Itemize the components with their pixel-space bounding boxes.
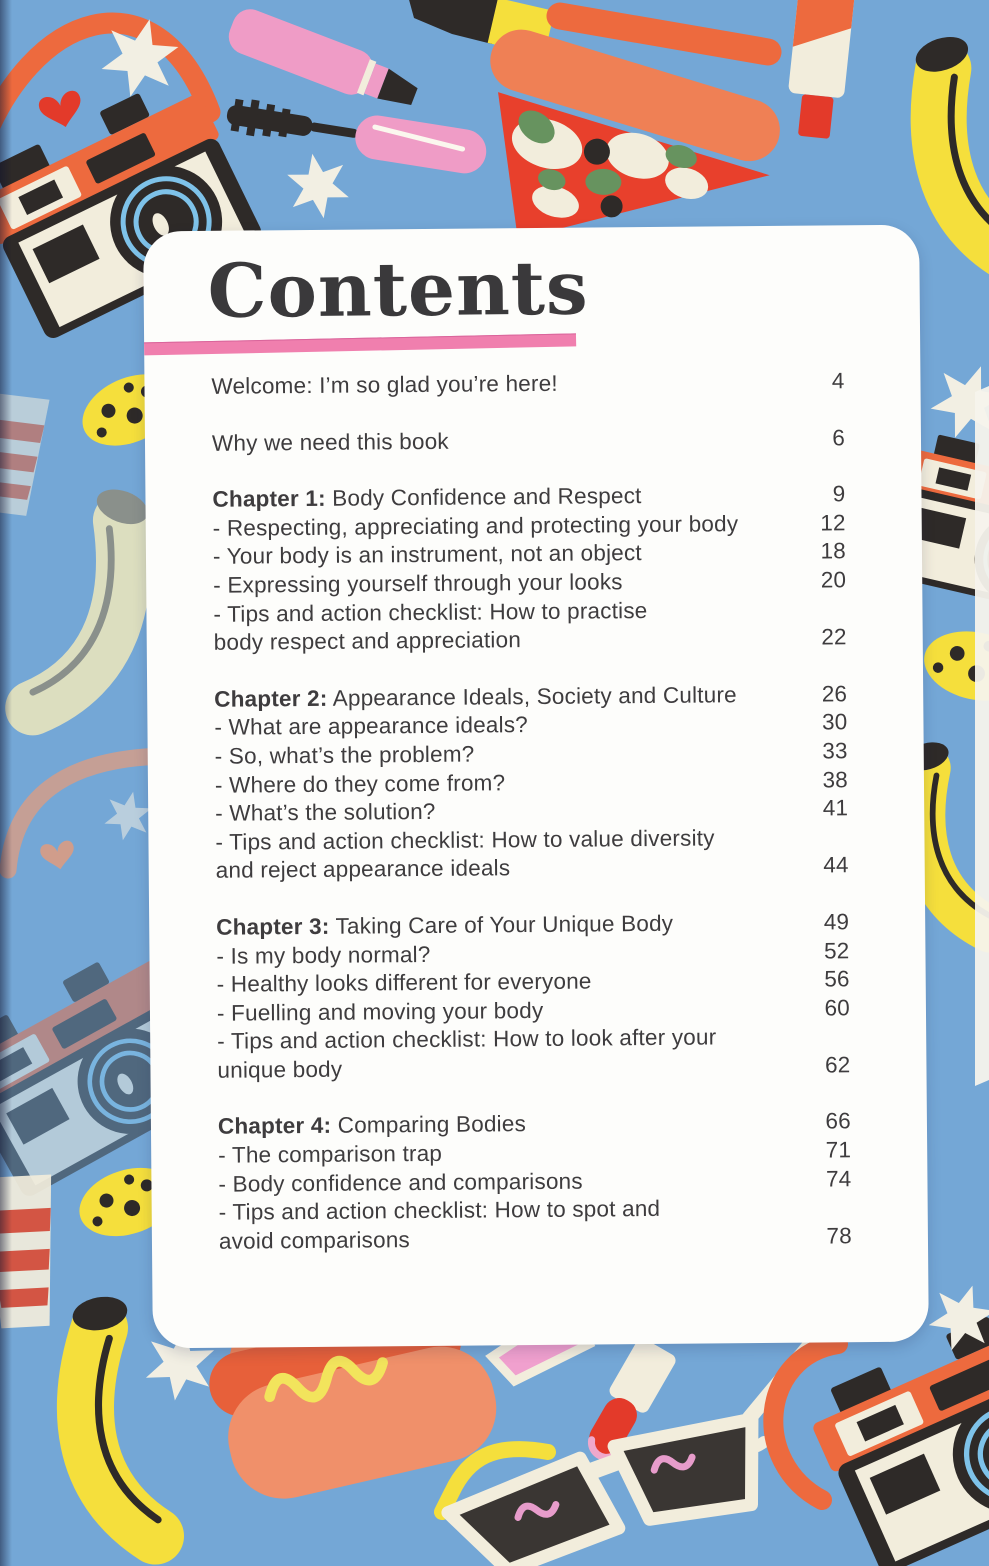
star-icon — [102, 787, 154, 844]
mascara-illustration — [224, 92, 490, 176]
toc-entry-text: Chapter 1: Body Confidence and Respect — [212, 483, 642, 512]
page-number: 26 — [821, 681, 848, 707]
page-number: 60 — [824, 994, 851, 1021]
page-number: 52 — [823, 937, 850, 963]
toc-entry-text: - Fuelling and moving your body — [216, 997, 544, 1026]
page-number: 20 — [820, 567, 847, 593]
toc-row — [217, 1051, 850, 1085]
heart-icon — [37, 89, 86, 132]
title-underline — [144, 333, 576, 355]
toc-row — [211, 367, 844, 401]
toothpaste-tube-illustration — [784, 0, 856, 140]
toc-entry-text: Why we need this book — [211, 428, 449, 456]
toc-entry-text: - Your body is an instrument, not an object — [212, 540, 642, 570]
toc-entry-text: and reject appearance ideals — [215, 855, 511, 884]
toc-row — [216, 852, 849, 886]
toc-entry-text: - Tips and action checklist: How to spot and — [218, 1196, 661, 1226]
page-number: 4 — [831, 368, 845, 394]
toc-entry-text: Chapter 4: Comparing Bodies — [217, 1111, 527, 1140]
drink-cup-illustration — [0, 1174, 59, 1328]
toc-entry-text: body respect and appreciation — [213, 627, 522, 655]
page-number: 78 — [826, 1223, 853, 1249]
toc-row — [219, 1222, 852, 1256]
page-number: 49 — [823, 909, 850, 935]
page-number: 56 — [824, 966, 850, 992]
chapter-label: Chapter 2: — [214, 685, 328, 712]
toc-entry-text: unique body — [217, 1056, 343, 1083]
contents-card — [143, 225, 929, 1349]
toc-row — [212, 424, 845, 458]
page-number: 22 — [821, 624, 847, 650]
drink-cup-illustration — [0, 392, 50, 517]
page-number: 62 — [824, 1052, 851, 1078]
toc-entry-text: - Healthy looks different for everyone — [216, 968, 592, 997]
toc-entry-text: - Tips and action checklist: How to value diversity — [215, 825, 715, 855]
star-icon — [284, 149, 351, 223]
page-number: 6 — [832, 424, 846, 450]
toc-entry-text: - Tips and action checklist: How to look after your — [217, 1024, 717, 1055]
chapter-label: Chapter 3: — [216, 913, 330, 940]
page-number: 74 — [825, 1165, 852, 1192]
table-of-contents — [211, 367, 852, 1256]
toc-entry-text: avoid comparisons — [218, 1226, 411, 1254]
toc-entry-text: - Expressing yourself through your looks — [213, 569, 623, 598]
toc-entry-text: - Respecting, appreciating and protecting your body — [212, 511, 739, 541]
toc-entry-text: Chapter 2: Appearance Ideals, Society and Culture — [214, 681, 737, 712]
toc-entry-text: - What’s the solution? — [215, 799, 436, 826]
toc-entry-text: Chapter 3: Taking Care of Your Unique Body — [216, 910, 674, 940]
heart-icon — [39, 840, 77, 873]
chapter-label: Chapter 1: — [212, 486, 326, 512]
page-number: 41 — [822, 795, 849, 821]
page-title: Contents — [207, 245, 590, 335]
page-number: 18 — [820, 538, 847, 564]
banana-illustration — [910, 26, 989, 272]
toc-entry-text: - The comparison trap — [218, 1140, 443, 1168]
paintbrush-illustration — [408, 0, 768, 56]
page-number: 33 — [822, 738, 848, 764]
toc-row — [214, 623, 847, 657]
toc-entry-text: - Body confidence and comparisons — [218, 1168, 583, 1197]
banana-illustration — [31, 477, 154, 720]
toc-entry-text: - So, what’s the problem? — [214, 741, 475, 769]
page-number: 12 — [820, 510, 846, 536]
page-number: 44 — [823, 852, 849, 878]
page-number: 9 — [832, 481, 846, 507]
page-number: 30 — [821, 709, 848, 735]
toc-entry-text: - Tips and action checklist: How to practise — [213, 597, 648, 627]
chapter-label: Chapter 4: — [217, 1113, 332, 1140]
banana-illustration — [62, 1291, 166, 1536]
toc-entry-text: - Where do they come from? — [214, 769, 506, 798]
page-edge-highlight — [975, 386, 989, 1086]
toc-entry-text: Welcome: I’m so glad you’re here! — [211, 370, 558, 399]
page-number: 71 — [825, 1137, 852, 1163]
toc-entry-text: - What are appearance ideals? — [214, 712, 529, 741]
page-number: 66 — [825, 1108, 852, 1134]
page-number: 38 — [822, 766, 849, 793]
toc-entry-text: - Is my body normal? — [216, 941, 431, 969]
